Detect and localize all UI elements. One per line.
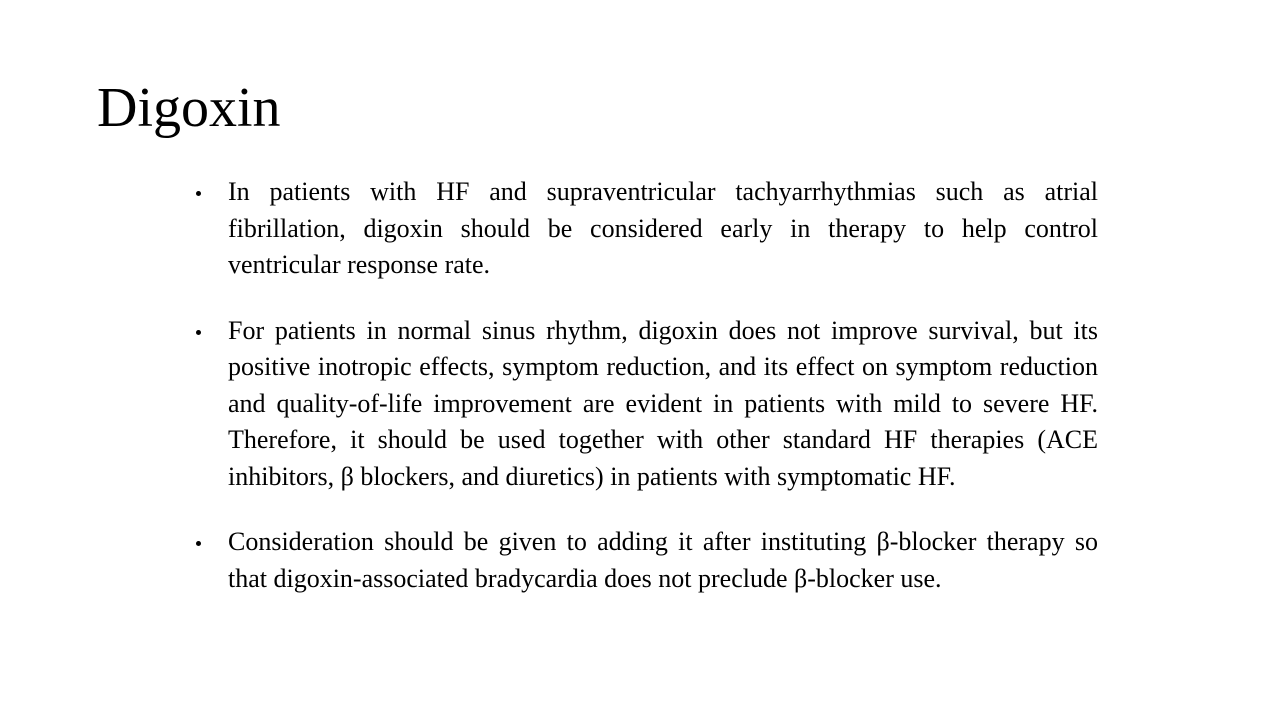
bullet-text: Consideration should be given to adding it after instituting β-blocker therapy so that digoxin-associated bradycardia does not preclude β-blocker use.	[228, 527, 1098, 593]
bullet-item-af	[228, 174, 1098, 284]
bullet-dot-icon	[196, 191, 201, 196]
bullet-item-beta-blocker	[228, 524, 1098, 597]
bullet-text: In patients with HF and supraventricular tachyarrhythmias such as atrial fibrillation, digoxin should be considered early in therapy to help control ventricular response rate.	[228, 177, 1098, 279]
bullet-text: For patients in normal sinus rhythm, digoxin does not improve survival, but its positive inotropic effects, symptom reduction, and its effect on symptom reduction and quality-of-life improvement are evident in patients with mild to severe HF. Therefore, it should be used together with other standard HF therapies (ACE inhibitors, β blockers, and diuretics) in patients with symptomatic HF.	[228, 315, 1098, 491]
slide-title: Digoxin	[97, 77, 281, 139]
bullet-dot-icon	[196, 541, 201, 546]
bullet-list	[228, 174, 1098, 626]
bullet-dot-icon	[196, 330, 201, 335]
bullet-item-sinus-rhythm	[228, 313, 1098, 496]
